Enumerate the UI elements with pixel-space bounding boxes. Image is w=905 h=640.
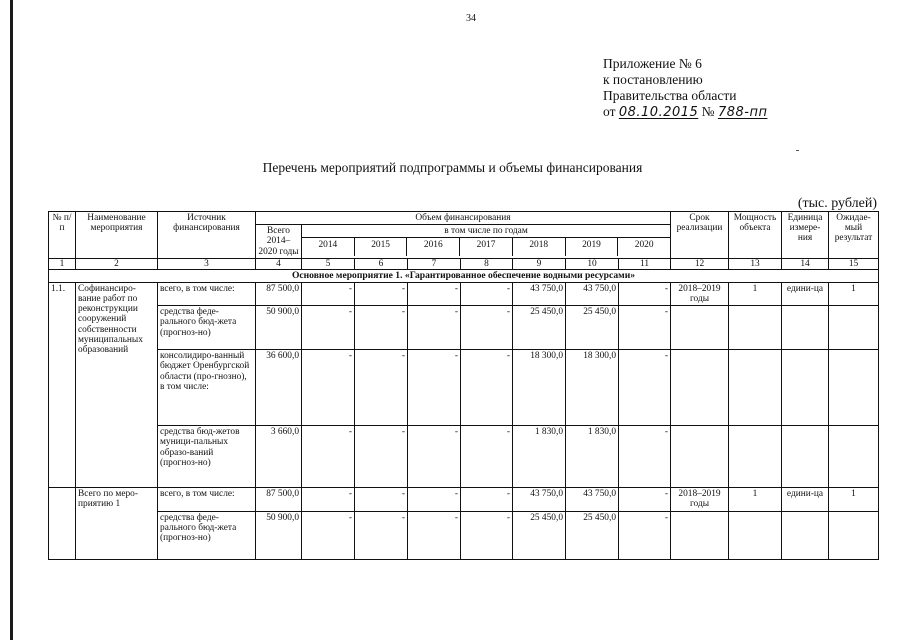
page-number: 34 bbox=[466, 13, 476, 24]
header-volume: Объем финансирования bbox=[256, 212, 671, 225]
year-cell: 25 450,0 bbox=[566, 306, 619, 350]
table-row bbox=[49, 306, 879, 350]
year-cell: 43 750,0 bbox=[513, 488, 566, 511]
year-cell: 25 450,0 bbox=[513, 511, 566, 559]
result-cell: 1 bbox=[829, 488, 879, 511]
year-cell: - bbox=[461, 282, 513, 305]
year-cell: - bbox=[461, 488, 513, 511]
row-number: 1.1. bbox=[49, 282, 76, 487]
header-source: Источник финансирования bbox=[158, 212, 256, 259]
year-cell: - bbox=[408, 306, 461, 350]
result-cell bbox=[829, 426, 879, 488]
header-year: 2020 bbox=[634, 240, 654, 251]
approval-number-sign: № bbox=[701, 104, 715, 119]
result-cell bbox=[829, 511, 879, 559]
year-cell: 25 450,0 bbox=[513, 306, 566, 350]
approval-line-2: к постановлению bbox=[603, 72, 703, 87]
section-title: Основное мероприятие 1. «Гарантированное обеспечение водными ресурсами» bbox=[49, 269, 879, 282]
table-row bbox=[49, 282, 879, 305]
column-number: 11 bbox=[619, 258, 671, 269]
header-capacity: Мощность объекта bbox=[729, 212, 782, 259]
total-cell: 87 500,0 bbox=[256, 282, 302, 305]
year-cell: 18 300,0 bbox=[566, 350, 619, 426]
measure-cell bbox=[782, 426, 829, 488]
year-cell: - bbox=[355, 511, 408, 559]
year-cell: - bbox=[302, 306, 355, 350]
year-cell: 43 750,0 bbox=[513, 282, 566, 305]
source-cell: консолидиро-ванный бюджет Оренбургской области (про-гнозно), в том числе: bbox=[158, 350, 256, 426]
header-total: Всего 2014–2020 годы bbox=[256, 225, 302, 259]
column-number: 14 bbox=[782, 258, 829, 269]
measure-cell bbox=[782, 350, 829, 426]
header-row-1 bbox=[49, 212, 879, 225]
approval-date: 08.10.2015 bbox=[618, 105, 699, 120]
header-year: 2016 bbox=[407, 238, 460, 256]
total-cell: 87 500,0 bbox=[256, 488, 302, 511]
capacity-cell: 1 bbox=[729, 282, 782, 305]
column-number: 8 bbox=[461, 258, 513, 269]
header-years-row bbox=[302, 238, 670, 256]
activity-name: Всего по меро-приятию 1 bbox=[76, 488, 158, 559]
year-cell: - bbox=[302, 282, 355, 305]
year-cell: - bbox=[302, 488, 355, 511]
total-cell: 50 900,0 bbox=[256, 511, 302, 559]
header-term: Срок реализации bbox=[671, 212, 729, 259]
section-row bbox=[49, 269, 879, 282]
year-cell: - bbox=[355, 426, 408, 488]
header-years-group bbox=[302, 225, 671, 259]
column-number: 12 bbox=[671, 258, 729, 269]
column-number: 1 bbox=[49, 258, 76, 269]
year-cell: - bbox=[302, 511, 355, 559]
column-number-row bbox=[49, 258, 879, 269]
year-cell: - bbox=[408, 426, 461, 488]
column-number: 5 bbox=[302, 258, 355, 269]
source-cell: средства феде-рального бюд-жета (прогноз-но) bbox=[158, 306, 256, 350]
approval-line-3: Правительства области bbox=[603, 88, 737, 103]
approval-from: от bbox=[603, 104, 616, 119]
header-year: 2018 bbox=[513, 238, 566, 256]
approval-line-1: Приложение № 6 bbox=[603, 56, 702, 71]
term-cell bbox=[671, 350, 729, 426]
binding-edge bbox=[10, 0, 13, 640]
result-cell bbox=[829, 306, 879, 350]
year-cell: - bbox=[461, 511, 513, 559]
year-cell: - bbox=[355, 282, 408, 305]
table-row bbox=[49, 426, 879, 488]
header-year: 2014 bbox=[302, 238, 355, 256]
source-cell: средства феде-рального бюд-жета (прогноз-но) bbox=[158, 511, 256, 559]
year-cell: - bbox=[408, 488, 461, 511]
year-cell: - bbox=[619, 282, 671, 305]
year-cell: - bbox=[461, 426, 513, 488]
total-cell: 50 900,0 bbox=[256, 306, 302, 350]
year-cell: - bbox=[408, 282, 461, 305]
year-cell: - bbox=[302, 350, 355, 426]
year-cell: 18 300,0 bbox=[513, 350, 566, 426]
column-number: 6 bbox=[355, 258, 408, 269]
approval-number: 788-пп bbox=[717, 105, 768, 120]
year-cell: 43 750,0 bbox=[566, 282, 619, 305]
measure-cell: едини-ца bbox=[782, 488, 829, 511]
term-cell: 2018–2019 годы bbox=[671, 488, 729, 511]
year-cell: - bbox=[619, 488, 671, 511]
year-cell: 25 450,0 bbox=[566, 511, 619, 559]
total-cell: 3 660,0 bbox=[256, 426, 302, 488]
financing-table bbox=[48, 211, 879, 560]
activity-name: Софинансиро-вание работ по реконструкции сооружений собственности муниципальных образований bbox=[76, 282, 158, 487]
measure-cell: едини-ца bbox=[782, 282, 829, 305]
result-cell bbox=[829, 350, 879, 426]
year-cell: - bbox=[461, 306, 513, 350]
year-cell: 1 830,0 bbox=[513, 426, 566, 488]
document-title: Перечень мероприятий подпрограммы и объемы финансирования bbox=[262, 160, 643, 175]
column-number: 9 bbox=[513, 258, 566, 269]
table-row bbox=[49, 511, 879, 559]
table-row bbox=[49, 488, 879, 511]
source-cell: средства бюд-жетов муници-пальных образо-ваний (прогноз-но) bbox=[158, 426, 256, 488]
result-cell: 1 bbox=[829, 282, 879, 305]
year-cell: 43 750,0 bbox=[566, 488, 619, 511]
header-measure: Единица измере-ния bbox=[782, 212, 829, 259]
header-name: Наименование мероприятия bbox=[76, 212, 158, 259]
capacity-cell bbox=[729, 306, 782, 350]
term-cell bbox=[671, 306, 729, 350]
year-cell: - bbox=[355, 306, 408, 350]
header-year: 2015 bbox=[355, 238, 408, 256]
header-year: 2017 bbox=[460, 238, 513, 256]
header-num: № п/п bbox=[49, 212, 76, 259]
source-cell: всего, в том числе: bbox=[158, 488, 256, 511]
scan-mark bbox=[796, 150, 799, 151]
year-cell: - bbox=[408, 511, 461, 559]
capacity-cell bbox=[729, 350, 782, 426]
term-cell: 2018–2019 годы bbox=[671, 282, 729, 305]
capacity-cell bbox=[729, 426, 782, 488]
year-cell: - bbox=[619, 306, 671, 350]
year-cell: - bbox=[355, 350, 408, 426]
header-result: Ожидае-мый результат bbox=[829, 212, 879, 259]
capacity-cell bbox=[729, 511, 782, 559]
header-year: 2019 bbox=[566, 238, 619, 256]
approval-block bbox=[603, 56, 767, 121]
column-number: 7 bbox=[408, 258, 461, 269]
measure-cell bbox=[782, 511, 829, 559]
year-cell: 1 830,0 bbox=[566, 426, 619, 488]
header-by-years: в том числе по годам bbox=[302, 225, 670, 238]
column-number: 2 bbox=[76, 258, 158, 269]
capacity-cell: 1 bbox=[729, 488, 782, 511]
approval-date-line bbox=[603, 104, 767, 121]
column-number: 15 bbox=[829, 258, 879, 269]
measure-cell bbox=[782, 306, 829, 350]
term-cell bbox=[671, 426, 729, 488]
year-cell: - bbox=[302, 426, 355, 488]
year-cell: - bbox=[355, 488, 408, 511]
year-cell: - bbox=[619, 511, 671, 559]
unit-label: (тыс. рублей) bbox=[797, 196, 877, 211]
year-cell: - bbox=[461, 350, 513, 426]
source-cell: всего, в том числе: bbox=[158, 282, 256, 305]
table-row bbox=[49, 350, 879, 426]
total-cell: 36 600,0 bbox=[256, 350, 302, 426]
column-number: 10 bbox=[566, 258, 619, 269]
term-cell bbox=[671, 511, 729, 559]
column-number: 4 bbox=[256, 258, 302, 269]
year-cell: - bbox=[619, 426, 671, 488]
row-number bbox=[49, 488, 76, 559]
column-number: 3 bbox=[158, 258, 256, 269]
year-cell: - bbox=[619, 350, 671, 426]
column-number: 13 bbox=[729, 258, 782, 269]
year-cell: - bbox=[408, 350, 461, 426]
